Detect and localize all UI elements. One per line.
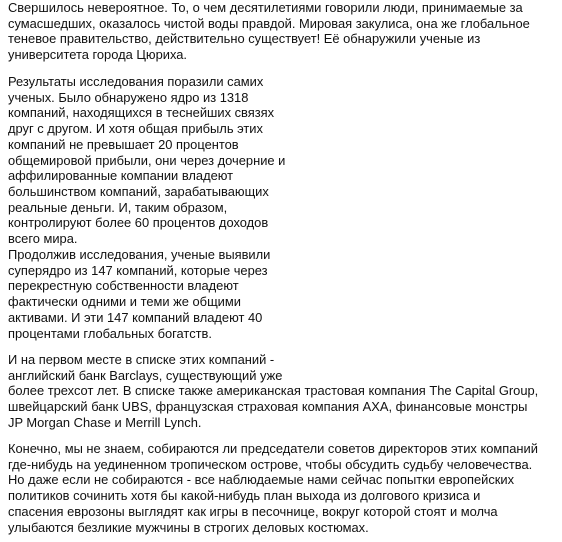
paragraph-intro [8, 0, 530, 63]
text-line: большинством компаний, зарабатывающих [8, 183, 269, 199]
text-line: Но даже если не собираются - все наблюдаемые нами сейчас попытки европейских [8, 472, 515, 488]
text-line: контролируют более 60 процентов доходов [8, 215, 269, 231]
text-line: Конечно, мы не знаем, собираются ли председатели советов директоров этих компаний [8, 441, 538, 456]
text-line: улыбаются безликие мужчины в строгих деловых костюмах. [8, 519, 369, 535]
text-line: процентами глобальных богатств. [8, 325, 212, 341]
text-line: теневое правительство, действительно существует! Её обнаружили ученые из [8, 31, 481, 47]
text-line: друг с другом. И хотя общая прибыль этих [8, 121, 263, 137]
text-line: перекрестную собственности владеют [8, 278, 239, 294]
paragraph-conclusion [8, 441, 538, 535]
text-line: английский банк Barclays, существующий уже [8, 367, 283, 383]
text-line: Результаты исследования поразили самих [8, 74, 264, 89]
text-line: университета города Цюриха. [8, 47, 188, 63]
paragraph-supercore [8, 247, 270, 341]
text-line: JP Morgan Chase и Merrill Lynch. [8, 414, 202, 430]
text-line: спасения еврозоны выглядят как игры в песочнице, вокруг которой стоят и молча [8, 503, 498, 519]
text-line: Продолжив исследования, ученые выявили [8, 247, 271, 262]
text-line: Свершилось невероятное. То, о чем десятилетиями говорили люди, принимаемые за [8, 0, 523, 15]
text-line: где-нибудь на уединенном тропическом острове, чтобы обсудить судьбу человечества. [8, 456, 533, 472]
text-line: ученых. Было обнаружено ядро из 1318 [8, 89, 249, 105]
text-line: политиков сочинить хотя бы какой-нибудь план выхода из долгового кризиса и [8, 488, 481, 504]
text-line: компаний не превышает 20 процентов [8, 136, 239, 152]
text-line: всего мира. [8, 231, 78, 247]
text-line: общемировой прибыли, они через дочерние и [8, 152, 286, 168]
paragraph-research-results [8, 74, 285, 247]
text-line: аффилированные компании владеют [8, 168, 234, 184]
text-line: компаний, находящихся в теснейших связях [8, 105, 275, 121]
text-line: более трехсот лет. В списке также американская трастовая компания The Capital Group, [8, 383, 539, 399]
text-line: И на первом месте в списке этих компаний - [8, 352, 275, 367]
text-line: суперядро из 147 компаний, которые через [8, 262, 268, 278]
text-line: швейцарский банк UBS, французская страховая компания AXA, финансовые монстры [8, 399, 528, 415]
text-line: активами. И эти 147 компаний владеют 40 [8, 309, 263, 325]
text-line: сумасшедших, оказалось чистой воды правдой. Мировая закулиса, она же глобальное [8, 15, 530, 31]
text-line: фактически одними и теми же общими [8, 294, 241, 310]
text-line: реальные деньги. И, таким образом, [8, 199, 228, 215]
paragraph-company-list [8, 352, 538, 431]
